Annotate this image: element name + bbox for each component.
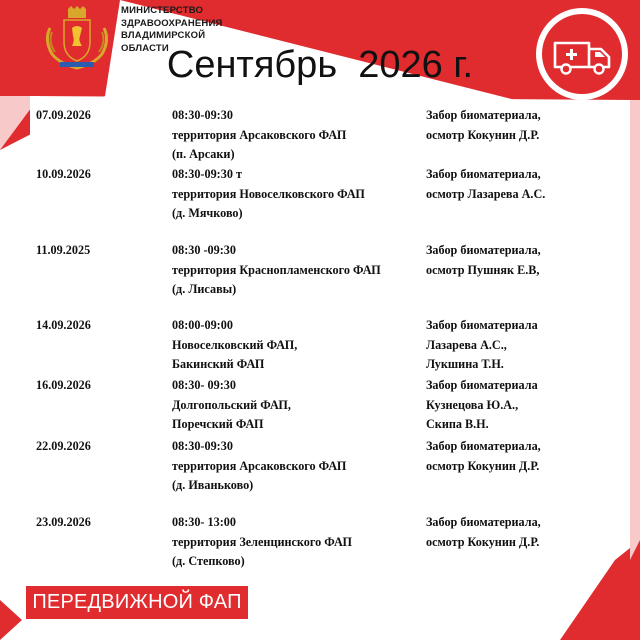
- note-line: Забор биоматериала: [426, 378, 538, 392]
- mobile-fap-banner: ПЕРЕДВИЖНОЙ ФАП: [26, 586, 248, 619]
- schedule-notes: [426, 513, 541, 552]
- schedule-details: [172, 241, 381, 300]
- details-line: 08:30- 13:00: [172, 515, 236, 529]
- details-line: (п. Арсаки): [172, 147, 235, 161]
- schedule-notes: [426, 241, 541, 280]
- schedule-date: 16.09.2026: [36, 378, 91, 392]
- schedule-details: [172, 316, 297, 375]
- right-pink-strip: [630, 100, 640, 560]
- schedule-details: [172, 106, 346, 165]
- details-line: Бакинский ФАП: [172, 357, 265, 371]
- details-line: территория Новоселковского ФАП: [172, 186, 365, 201]
- schedule-date: 23.09.2026: [36, 515, 91, 529]
- note-line: Забор биоматериала,: [426, 515, 541, 529]
- note-line: Забор биоматериала,: [426, 439, 541, 453]
- schedule-date: 11.09.2025: [36, 243, 91, 257]
- details-line: Долгопольский ФАП,: [172, 397, 291, 412]
- schedule-notes: [426, 106, 541, 145]
- details-line: территория Краснопламенского ФАП: [172, 262, 381, 277]
- details-line: (д. Иваньково): [172, 478, 254, 492]
- note-line: осмотр Кокунин Д.Р.: [426, 534, 540, 549]
- details-line: территория Арсаковского ФАП: [172, 458, 347, 473]
- schedule-date: 14.09.2026: [36, 318, 91, 332]
- schedule-details: [172, 165, 365, 224]
- details-line: территория Арсаковского ФАП: [172, 127, 347, 142]
- schedule-notes: [426, 316, 538, 375]
- page-title: Сентябрь 2026 г.: [166, 44, 474, 86]
- details-line: 08:30-09:30 т: [172, 167, 242, 181]
- note-line: осмотр Кокунин Д.Р.: [426, 458, 540, 473]
- note-line: осмотр Кокунин Д.Р.: [426, 127, 540, 142]
- note-line: Забор биоматериала: [426, 318, 538, 332]
- details-line: 08:30- 09:30: [172, 378, 236, 392]
- details-line: территория Зеленцинского ФАП: [172, 534, 352, 549]
- details-line: Новоселковский ФАП,: [172, 337, 298, 352]
- details-line: 08:00-09:00: [172, 318, 233, 332]
- details-line: 08:30-09:30: [172, 108, 233, 122]
- schedule-details: [172, 437, 346, 496]
- schedule-date: 22.09.2026: [36, 439, 91, 453]
- ministry-line: ВЛАДИМИРСКОЙ: [121, 30, 206, 41]
- ministry-line: МИНИСТЕРСТВО: [121, 5, 204, 16]
- schedule-details: [172, 513, 352, 572]
- note-line: Кузнецова Ю.А.,: [426, 397, 519, 412]
- schedule-date: 10.09.2026: [36, 167, 91, 181]
- details-line: (д. Мячково): [172, 206, 243, 220]
- details-line: (д. Степково): [172, 554, 245, 568]
- ministry-line: ЗДРАВООХРАНЕНИЯ: [121, 17, 223, 29]
- note-line: осмотр Пушняк Е.В,: [426, 262, 540, 277]
- schedule-date: 07.09.2026: [36, 108, 91, 122]
- details-line: 08:30-09:30: [172, 439, 233, 453]
- details-line: (д. Лисавы): [172, 282, 237, 296]
- note-line: Забор биоматериала,: [426, 108, 541, 122]
- schedule-notes: [426, 376, 538, 435]
- schedule-details: [172, 376, 291, 435]
- note-line: осмотр Лазарева А.С.: [426, 186, 546, 201]
- bottom-left-red-shape: [0, 600, 22, 640]
- ministry-line: ОБЛАСТИ: [121, 42, 169, 54]
- details-line: 08:30 -09:30: [172, 243, 236, 257]
- note-line: Забор биоматериала,: [426, 243, 541, 257]
- schedule-notes: [426, 165, 545, 204]
- schedule-notes: [426, 437, 541, 476]
- details-line: Поречский ФАП: [172, 417, 264, 431]
- note-line: Забор биоматериала,: [426, 167, 541, 181]
- note-line: Лазарева А.С.,: [426, 337, 507, 352]
- note-line: Лукшина Т.Н.: [426, 357, 504, 371]
- note-line: Скипа В.Н.: [426, 417, 489, 431]
